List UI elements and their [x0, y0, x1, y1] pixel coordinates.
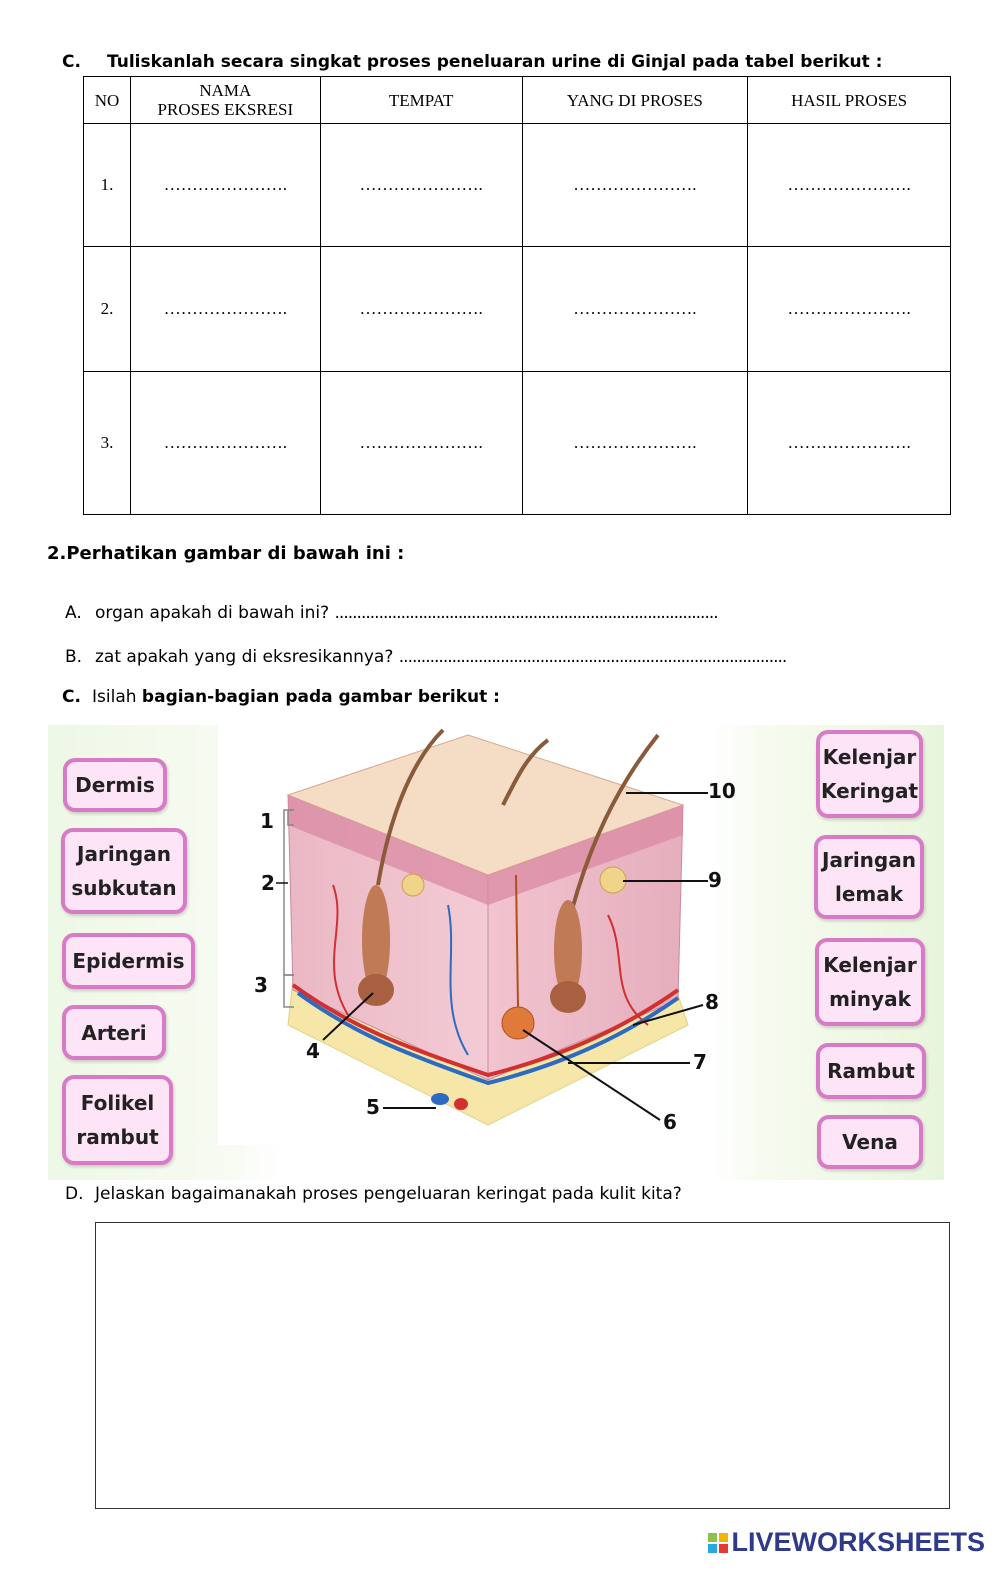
answer-cell[interactable]: …………………. [320, 372, 522, 515]
section-c-letter: C. [62, 52, 81, 72]
label-kelenjar-minyak[interactable]: Kelenjar minyak [815, 938, 925, 1026]
header-no: NO [84, 77, 131, 124]
diagram-number-1: 1 [260, 809, 274, 833]
label-jaringan-lemak[interactable]: Jaringan lemak [814, 835, 924, 919]
question-2c-letter: C. [62, 687, 81, 707]
section-c-heading [62, 52, 882, 72]
question-2d-letter: D. [65, 1184, 84, 1204]
diagram-number-5: 5 [366, 1095, 380, 1119]
table-row [84, 247, 951, 372]
answer-cell[interactable]: …………………. [522, 372, 748, 515]
answer-cell[interactable]: …………………. [748, 124, 951, 247]
answer-cell[interactable]: …………………. [320, 124, 522, 247]
question-2a [65, 603, 718, 623]
logo-square [719, 1533, 728, 1542]
answer-cell[interactable]: …………………. [748, 247, 951, 372]
question-2d [65, 1184, 682, 1204]
logo-square [719, 1544, 728, 1553]
question-2b [65, 647, 786, 667]
answer-cell[interactable]: …………………. [130, 372, 320, 515]
skin-figure [48, 725, 944, 1180]
question-2a-letter: A. [65, 603, 82, 623]
answer-cell[interactable]: …………………. [130, 124, 320, 247]
diagram-number-3: 3 [254, 973, 268, 997]
table-row [84, 124, 951, 247]
question-2d-text: Jelaskan bagaimanakah proses pengeluaran keringat pada kulit kita? [95, 1184, 682, 1204]
label-folikel-rambut[interactable]: Folikel rambut [62, 1075, 173, 1165]
label-arteri[interactable]: Arteri [62, 1005, 166, 1060]
logo-square [708, 1544, 717, 1553]
label-kelenjar-keringat[interactable]: Kelenjar Keringat [816, 730, 923, 818]
row-number: 2. [84, 247, 131, 372]
question-2c-prefix: Isilah [92, 687, 142, 707]
diagram-number-2: 2 [261, 871, 275, 895]
question-2a-answer-line[interactable]: ....................................................................................... [334, 603, 718, 623]
header-nama-proses [130, 77, 320, 124]
question-2b-letter: B. [65, 647, 83, 667]
logo-square [708, 1533, 717, 1542]
liveworksheets-brand [708, 1527, 985, 1558]
label-epidermis[interactable]: Epidermis [62, 933, 195, 989]
question-2-title: 2.Perhatikan gambar di bawah ini : [47, 543, 405, 564]
question-2b-answer-line[interactable]: ........................................................................................ [398, 647, 787, 667]
brand-name: LIVEWORKSHEETS [731, 1527, 985, 1557]
answer-cell[interactable]: …………………. [522, 247, 748, 372]
liveworksheets-logo-icon [708, 1533, 728, 1553]
table-header-row [84, 77, 951, 124]
row-number: 1. [84, 124, 131, 247]
answer-cell[interactable]: …………………. [748, 372, 951, 515]
question-2b-text: zat apakah yang di eksresikannya? [95, 647, 399, 667]
answer-cell[interactable]: …………………. [130, 247, 320, 372]
question-2c-bold: bagian-bagian pada gambar berikut : [141, 687, 500, 707]
header-tempat: TEMPAT [320, 77, 522, 124]
label-vena[interactable]: Vena [817, 1115, 923, 1169]
question-2a-text: organ apakah di bawah ini? [95, 603, 335, 623]
diagram-number-10: 10 [708, 779, 736, 803]
diagram-number-9: 9 [708, 868, 722, 892]
header-yang-di-proses: YANG DI PROSES [522, 77, 748, 124]
label-rambut[interactable]: Rambut [816, 1043, 926, 1099]
label-dermis[interactable]: Dermis [63, 758, 167, 812]
urine-process-table [83, 76, 951, 515]
question-2c [62, 687, 500, 707]
answer-cell[interactable]: …………………. [522, 124, 748, 247]
diagram-number-8: 8 [705, 990, 719, 1014]
answer-cell[interactable]: …………………. [320, 247, 522, 372]
essay-answer-box[interactable] [95, 1222, 950, 1509]
header-nama-proses-text: NAMA PROSES EKSRESI [157, 81, 294, 119]
header-hasil-proses: HASIL PROSES [748, 77, 951, 124]
section-c-title: Tuliskanlah secara singkat proses peneluaran urine di Ginjal pada tabel berikut : [107, 52, 883, 72]
diagram-number-6: 6 [663, 1110, 677, 1134]
diagram-number-7: 7 [693, 1050, 707, 1074]
row-number: 3. [84, 372, 131, 515]
table-row [84, 372, 951, 515]
label-jaringan-subkutan[interactable]: Jaringan subkutan [61, 828, 187, 914]
diagram-number-4: 4 [306, 1039, 320, 1063]
